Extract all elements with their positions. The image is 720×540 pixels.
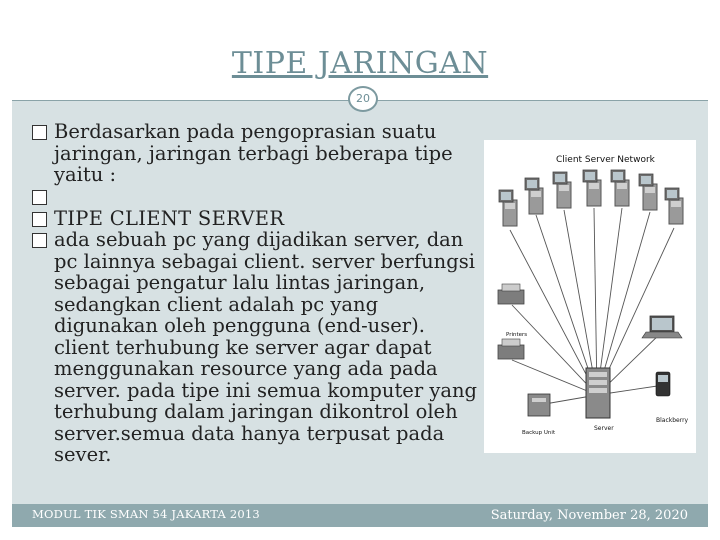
bullet-text: ada sebuah pc yang dijadikan server, dan pc lainnya sebagai client. server berfungsi sebagai pengatur lalu lintas jaringan, sedangkan client adalah pc yang digunakan oleh pengguna (end-user). client terhubung ke server agar dapat menggunakan resource yang ada pada server. pada tipe ini semua komputer yang terhubung dalam jaringan dikontrol oleh server.semua data hanya terpusat pada sever. bbox=[54, 228, 478, 466]
server-label: Server bbox=[594, 425, 614, 432]
bullet-item bbox=[32, 121, 482, 186]
client-server-network-diagram bbox=[484, 140, 696, 453]
client-pcs bbox=[499, 170, 683, 226]
bullet-box-icon bbox=[32, 233, 47, 248]
bullet-item bbox=[32, 229, 482, 466]
blackberry-label: Blackberry bbox=[656, 417, 689, 424]
backup-unit-label: Backup Unit bbox=[522, 430, 556, 436]
bullet-text: Berdasarkan pada pengoprasian suatu jaringan, jaringan terbagi beberapa tipe yaitu : bbox=[54, 120, 453, 186]
laptop-icon bbox=[642, 316, 682, 338]
bullet-item-empty bbox=[32, 186, 482, 208]
bullet-box-icon bbox=[32, 125, 47, 140]
bullet-item-heading bbox=[32, 208, 482, 230]
bullet-list bbox=[32, 121, 482, 466]
printer-icon bbox=[498, 284, 524, 359]
bullet-box-icon bbox=[32, 190, 47, 205]
network-diagram-image bbox=[484, 140, 696, 453]
bullet-box-icon bbox=[32, 212, 47, 227]
bullet-text: TIPE CLIENT SERVER bbox=[54, 206, 285, 230]
printers-label: Printers bbox=[506, 332, 528, 338]
backup-unit-icon bbox=[528, 394, 550, 416]
slide-number-badge: 20 bbox=[348, 86, 378, 112]
footer-date: Saturday, November 28, 2020 bbox=[490, 508, 688, 523]
slide-title: TIPE JARINGAN bbox=[231, 46, 489, 81]
footer-course-label: MODUL TIK SMAN 54 JAKARTA 2013 bbox=[32, 507, 260, 521]
footer-bar bbox=[12, 504, 708, 527]
blackberry-icon bbox=[656, 372, 670, 396]
server-icon bbox=[586, 368, 610, 418]
diagram-title: Client Server Network bbox=[556, 155, 655, 165]
